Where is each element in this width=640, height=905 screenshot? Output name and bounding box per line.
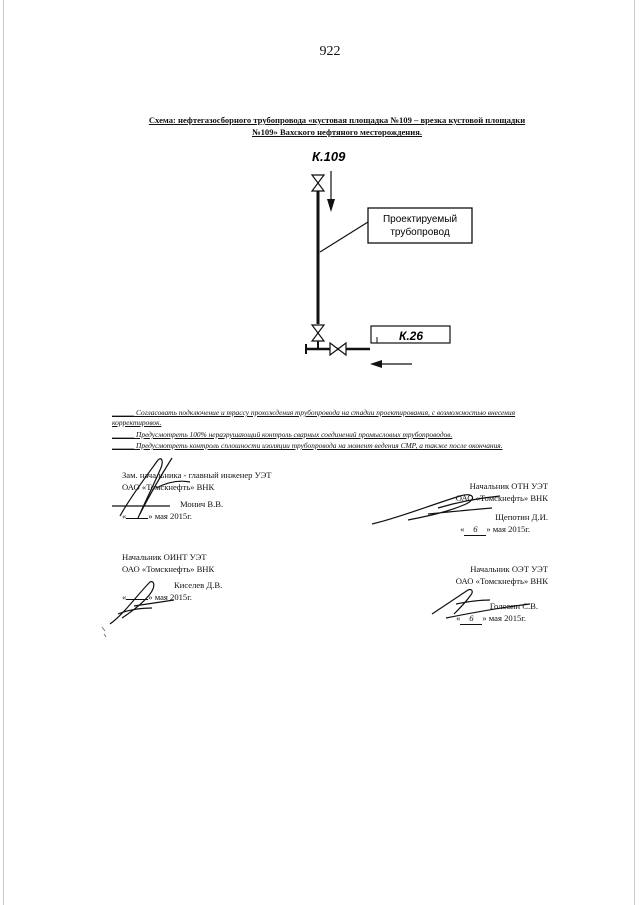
note-1 bbox=[112, 408, 552, 428]
note-3-text: Предусмотреть контроль сплошности изоляции трубопровода на момент ведения СМР, а также после окончания. bbox=[136, 441, 503, 450]
well-label-k109: К.109 bbox=[312, 149, 346, 164]
callout-text-line-1: Проектируемый bbox=[382, 214, 458, 225]
note-2-text: Предусмотреть 100% неразрушающий контроль сварных соединений промысловых трубопроводов. bbox=[136, 430, 453, 439]
handwritten-signature-right-top bbox=[368, 484, 508, 534]
handwritten-signature-left-bottom bbox=[104, 574, 194, 634]
callout-text-line-2: трубопровод bbox=[390, 227, 450, 238]
signer-org: ОАО «Томскнефть» ВНК bbox=[122, 481, 215, 492]
note-3-blank: ______ bbox=[112, 441, 135, 450]
horizontal-valve-icon bbox=[330, 343, 346, 355]
signer-name: Монич В.В. bbox=[180, 499, 224, 509]
note-1-blank: ______ bbox=[112, 408, 135, 417]
callout-leader-line bbox=[320, 222, 368, 252]
signature-date: « 6 » мая 2015г. bbox=[360, 613, 548, 626]
signature-date: « » мая 2015г. bbox=[122, 591, 192, 602]
signature-date: « » мая 2015г. bbox=[122, 510, 192, 521]
title-line-2: №109» Вахского нефтяного месторождения. bbox=[251, 127, 423, 137]
signature-date: « 6 » мая 2015г. bbox=[360, 524, 548, 537]
signer-org: ОАО «Томскнефть» ВНК bbox=[455, 492, 548, 503]
note-1-text: Согласовать подключение и трассу прохождения трубопровода на стадии проектирования, с возможностью внесения корректировок. bbox=[112, 408, 516, 427]
bottom-valve-icon bbox=[312, 325, 324, 341]
title-line-1: Схема: нефтегазосборного трубопровода «кустовая площадка №109 – врезка кустовой площадки bbox=[148, 115, 526, 125]
well-label-k26: К.26 bbox=[398, 329, 424, 343]
signer-name: Киселев Д.В. bbox=[174, 580, 223, 590]
signer-position: Начальник ОЭТ УЭТ bbox=[470, 564, 548, 574]
signer-org: ОАО «Томскнефть» ВНК bbox=[122, 563, 215, 574]
signer-position: Зам. начальника - главный инженер УЭТ bbox=[122, 470, 272, 480]
signer-position: Начальник ОТН УЭТ bbox=[469, 481, 548, 491]
scan-speck bbox=[100, 624, 112, 640]
note-2 bbox=[112, 430, 552, 440]
page-number: 922 bbox=[319, 44, 341, 59]
down-arrow-icon bbox=[327, 171, 335, 212]
handwritten-signature-right-bottom bbox=[426, 584, 536, 624]
note-2-blank: ______ bbox=[112, 430, 135, 439]
signer-position: Начальник ОИНТ УЭТ bbox=[122, 552, 207, 562]
top-valve-icon bbox=[312, 175, 324, 191]
left-arrow-icon bbox=[370, 360, 412, 368]
signer-name: Щепотин Д.И. bbox=[495, 512, 548, 522]
handwritten-signature-left-top bbox=[110, 448, 210, 530]
signer-name: Головин С.В. bbox=[489, 601, 538, 611]
signer-org: ОАО «Томскнефть» ВНК bbox=[455, 575, 548, 586]
